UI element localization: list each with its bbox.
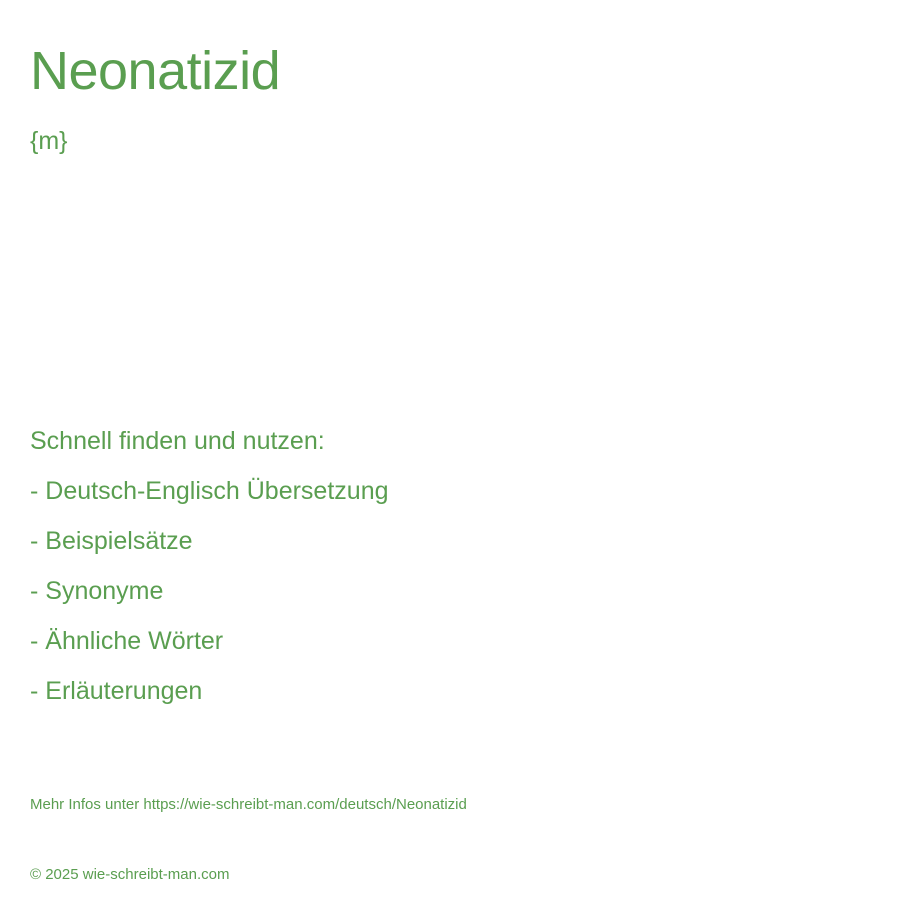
more-info-text: Mehr Infos unter https://wie-schreibt-man.com/deutsch/Neonatizid bbox=[30, 796, 467, 813]
feature-item-example-sentences: - Beispielsätze bbox=[30, 527, 193, 555]
feature-item-explanations: - Erläuterungen bbox=[30, 677, 203, 705]
feature-item-synonyms: - Synonyme bbox=[30, 577, 164, 605]
copyright-notice: © 2025 wie-schreibt-man.com bbox=[30, 866, 230, 883]
feature-item-translation: - Deutsch-Englisch Übersetzung bbox=[30, 477, 389, 505]
page-title: Neonatizid bbox=[30, 41, 281, 101]
feature-item-similar-words: - Ähnliche Wörter bbox=[30, 627, 224, 655]
feature-list-heading: Schnell finden und nutzen: bbox=[30, 427, 325, 455]
gender-label: {m} bbox=[30, 127, 68, 155]
feature-list bbox=[30, 423, 389, 723]
